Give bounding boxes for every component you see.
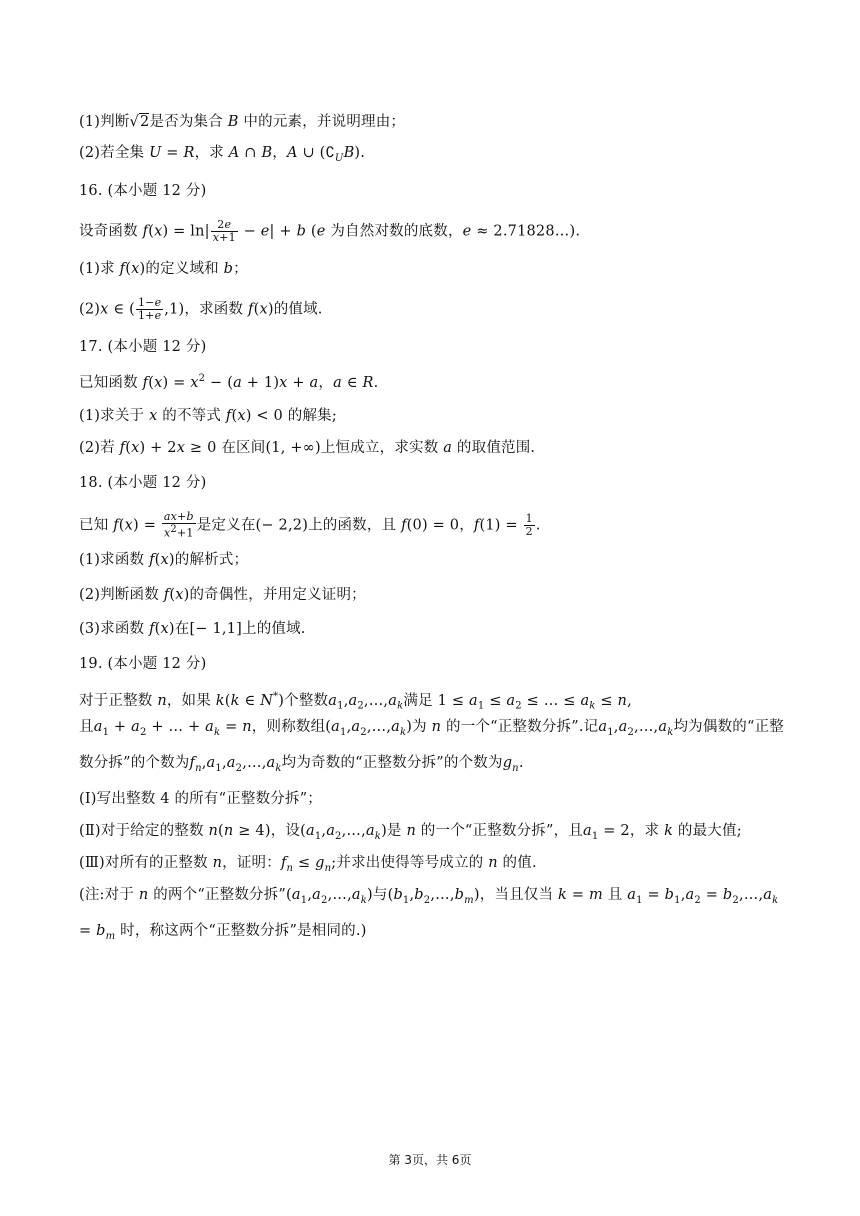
q19-part1: (Ⅰ)写出整数 4 的所有“正整数分拆”；: [79, 791, 323, 807]
q18-part1: (1)求函数 f(x)的解析式；: [79, 552, 249, 568]
q19-note: (注:对于 n 的两个“正整数分拆$”(a_1,a_2,\dots,a_k)$与$(b_1,b_2,\dots,b_m)$，当且仅当 k = m 且 $a_1 = b_1,a_2$ = $b_2,\dots,a_k = b_m$ 时，称这两个“正整数分拆”是相同的.): [79, 887, 779, 942]
page-footer: 第 3页，共 6页: [388, 1153, 472, 1167]
q19-header: 19. (本小题 12 分): [79, 656, 207, 672]
q18-stem: 已知 f(x) = $\frac{ax+b}{x^2+1}$ 是定义在(− 2,2)上的函数，且 f(0) = 0，f(1) = $\frac{1}{2}$ .: [79, 510, 541, 540]
q17-part1: (1)求关于 x 的不等式 f(x) < 0 的解集;: [79, 408, 337, 424]
q16-stem: 设奇函数 f(x) = ln| $\frac{2e}{x+1}$ − e| + b (e 为自然对数的底数，e ≈ 2.71828…).: [79, 218, 581, 244]
q19-line1: 对于正整数 n，如果 k(k ∈ N*)个整数$a_1,a_2,\dots,a_k$满足 $1 \le a_1 \le a_2$ ≤ … ≤ $a_k \le n$,: [79, 691, 632, 712]
q16-part1: (1)求 f(x)的定义域和 b；: [79, 261, 248, 277]
q19-part3: (Ⅲ)对所有的正整数 n，证明：$f_n \le g_n$;并求出使得等号成立的 n 的值.: [79, 855, 537, 874]
q17-stem: 已知函数 $f(x) = x^2 - (a + 1)x + a$，a ∈ R.: [79, 373, 379, 391]
q19-part2: (Ⅱ)对于给定的整数 n(n ≥ 4)，设$(a_1,a_2,\dots,a_k)$是 n 的一个“正整数分拆”，且$a_1 = 2$，求 k 的最大值;: [79, 823, 742, 842]
q16-header: 16. (本小题 12 分): [79, 183, 207, 199]
q17-header: 17. (本小题 12 分): [79, 339, 207, 355]
q18-part3: (3)求函数 f(x)在[− 1,1]上的值域.: [79, 621, 306, 637]
q15-part2: (2)若全集 U = R，求 A ∩ B，A ∪ $(∁_UB)$.: [79, 145, 366, 164]
q17-part2: (2)若 f(x) + 2x ≥ 0 在区间(1, +∞)上恒成立，求实数 a 的取值范围.: [79, 440, 536, 456]
q18-header: 18. (本小题 12 分): [79, 475, 207, 491]
q18-part2: (2)判断函数 f(x)的奇偶性，并用定义证明；: [79, 587, 366, 603]
q19-line2: 且$a_1 + a_2$ + … + $a_k = n$，则称数组$(a_1,a_2,\dots,a_k)$为 n 的一个“正整数分拆”.记$a_1,a_2,\dots,a_k$均为偶数的“正整数分拆”的个数为$f_n,a_1,a_2,\dots,a_k$均为奇数的“正整数分拆”的个数为$g_n$.: [79, 719, 784, 774]
q16-part2: (2)x ∈ ( $\frac{1-e}{1+e}$ ,1)，求函数 f(x)的值域.: [79, 296, 323, 322]
q15-part1: (1)判断√2是否为集合 B 中的元素，并说明理由；: [79, 114, 406, 130]
